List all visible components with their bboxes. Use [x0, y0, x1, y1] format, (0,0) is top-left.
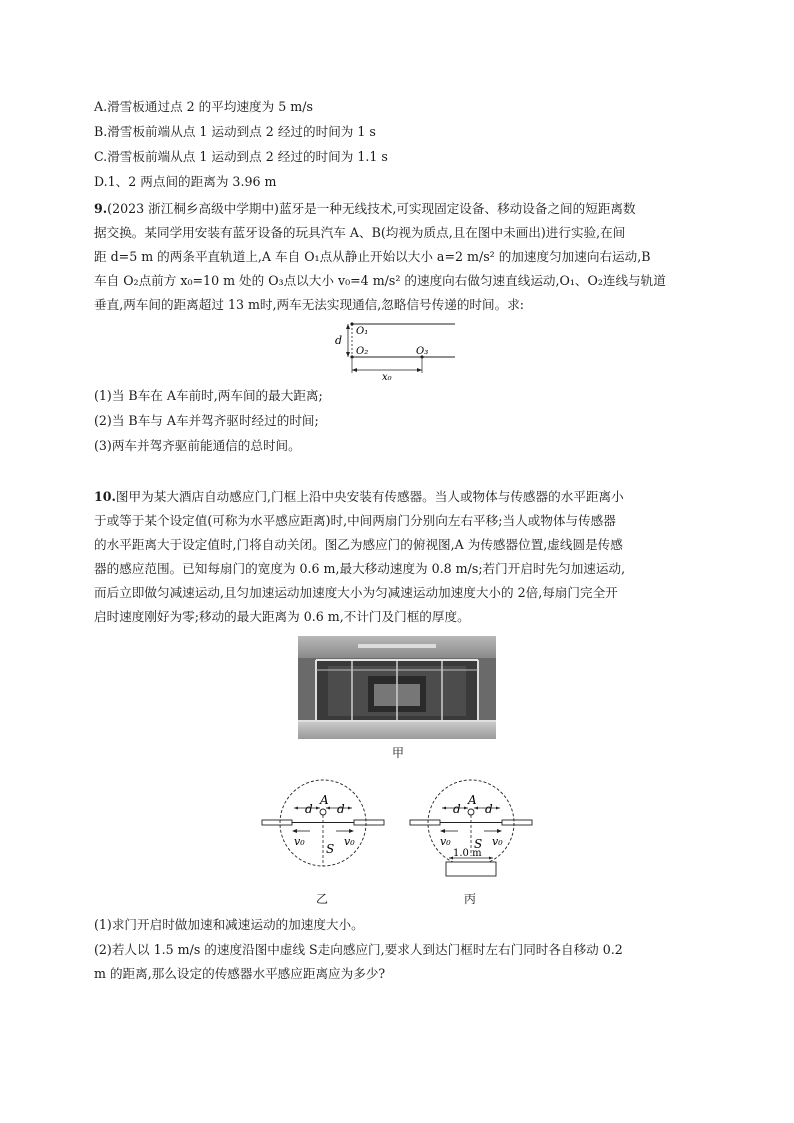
- q10-line2: 于或等于某个设定值(可称为水平感应距离)时,中间两扇门分别向左右平移;当人或物体与传感器: [94, 513, 616, 528]
- q10-line4: 器的感应范围。已知每扇门的宽度为 0.6 m,最大移动速度为 0.8 m/s;若门开启时先匀加速运动,: [94, 561, 626, 576]
- q9-sub3: (3)两车并驾齐驱前能通信的总时间。: [94, 438, 301, 453]
- q10-line1: 10.图甲为某大酒店自动感应门,门框上沿中央安装有传感器。当人或物体与传感器的水平距离小: [94, 489, 624, 504]
- q9-line2: 据交换。某同学用安装有蓝牙设备的玩具汽车 A、B(均视为质点,且在图中未画出)进行实验,在间: [94, 225, 626, 240]
- q10-number: 10.: [94, 489, 116, 504]
- q9-label-o3: O₃: [416, 346, 429, 357]
- yi-label-d-left: d: [305, 802, 313, 816]
- bing-label-v0-left: v₀: [440, 835, 451, 848]
- q9-label-x0: x₀: [382, 372, 392, 380]
- q9-track-figure: [330, 318, 460, 380]
- door-photo: [298, 636, 496, 739]
- bing-label-d-left: d: [453, 802, 461, 816]
- q9-line5: 垂直,两车间的距离超过 13 m时,两车无法实现通信,忽略信号传递的时间。求:: [94, 297, 525, 312]
- q9-sub2: (2)当 B车与 A车并驾齐驱时经过的时间;: [94, 413, 319, 428]
- q9-line4: 车自 O₂点前方 x₀=10 m 处的 O₃点以大小 v₀=4 m/s² 的速度向右做匀速直线运动,O₁、O₂连线与轨道: [94, 273, 666, 288]
- option-d: D.1、2 两点间的距离为 3.96 m: [94, 174, 277, 189]
- q9-label-d: d: [335, 334, 343, 347]
- yi-label-v0-left: v₀: [294, 835, 305, 848]
- q10-sub2-line2: m 的距离,那么设定的传感器水平感应距离应为多少?: [94, 966, 386, 981]
- figure-caption-bing: 丙: [464, 892, 477, 906]
- door-figure-yi: [258, 776, 388, 886]
- q9-line1: 9.(2023 浙江桐乡高级中学期中)蓝牙是一种无线技术,可实现固定设备、移动设备之间的短距离数: [94, 201, 636, 216]
- yi-label-v0-right: v₀: [344, 835, 355, 848]
- bing-label-width: 1.0 m: [453, 848, 482, 859]
- bing-label-s: S: [474, 837, 483, 851]
- bing-label-a: A: [468, 793, 477, 807]
- q9-line3: 距 d=5 m 的两条平直轨道上,A 车自 O₁点从静止开始以大小 a=2 m/s² 的加速度匀加速向右运动,B: [94, 249, 651, 264]
- q10-line6: 启时速度刚好为零;移动的最大距离为 0.6 m,不计门及门框的厚度。: [94, 609, 470, 624]
- yi-label-s: S: [326, 842, 335, 856]
- photo-caption-jia: 甲: [392, 746, 405, 760]
- q9-label-o2: O₂: [356, 346, 369, 357]
- q9-sub1: (1)当 B车在 A车前时,两车间的最大距离;: [94, 388, 323, 403]
- option-b: B.滑雪板前端从点 1 运动到点 2 经过的时间为 1 s: [94, 124, 376, 139]
- figure-caption-yi: 乙: [316, 892, 329, 906]
- q10-sub1: (1)求门开启时做加速和减速运动的加速度大小。: [94, 917, 364, 932]
- q10-line5: 而后立即做匀减速运动,且匀加速运动加速度大小为匀减速运动加速度大小的 2倍,每扇门完全开: [94, 585, 618, 600]
- q9-number: 9.: [94, 201, 108, 216]
- bing-label-v0-right: v₀: [492, 835, 503, 848]
- q9-label-o1: O₁: [356, 326, 369, 337]
- option-c: C.滑雪板前端从点 1 运动到点 2 经过的时间为 1.1 s: [94, 149, 388, 164]
- bing-label-d-right: d: [485, 802, 493, 816]
- q10-line3: 的水平距离大于设定值时,门将自动关闭。图乙为感应门的俯视图,A 为传感器位置,虚线圆是传感: [94, 537, 623, 552]
- option-a: A.滑雪板通过点 2 的平均速度为 5 m/s: [94, 99, 313, 114]
- yi-label-a: A: [320, 793, 329, 807]
- q10-sub2-line1: (2)若人以 1.5 m/s 的速度沿图中虚线 S走向感应门,要求人到达门框时左右门同时各自移动 0.2: [94, 942, 623, 957]
- door-figure-bing: [406, 776, 536, 886]
- yi-label-d-right: d: [337, 802, 345, 816]
